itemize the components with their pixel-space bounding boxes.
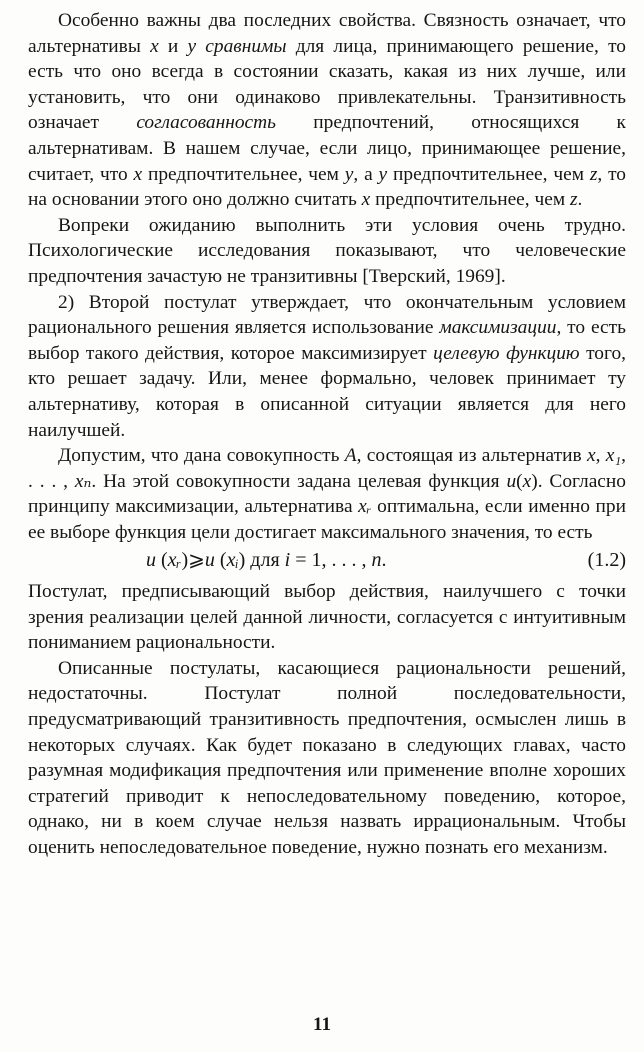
italic-term: x <box>522 470 532 492</box>
italic-term: u <box>204 549 215 572</box>
italic-term: x₁ <box>605 445 622 467</box>
italic-term: i <box>284 549 291 572</box>
paragraph-second-postulate: 2) Второй постулат утверждает, что окончательным условием рационального решения является использование максимизации, то есть выбор такого действия, которое максимизирует целевую функцию того, кто решает задачу. Или, менее формально, человек принимает ту альтернативу, которая в описанной ситуации является для него наилучшей. <box>28 291 626 441</box>
italic-term: согласованность <box>136 112 276 134</box>
italic-term: целевую функцию <box>433 342 580 364</box>
italic-term: xᵢ <box>226 549 239 572</box>
page-number: 11 <box>313 1014 331 1035</box>
paragraph-connectivity-transitivity: Особенно важны два последних свойства. Связность означает, что альтернативы x и y сравнимы для лица, принимающего решение, то есть что оно всегда в состоянии сказать, какая из них лучше, или установить, что они одинаково привлекательны. Транзитивность означает согласованность предпочтений, относящихся к альтернативам. В нашем случае, если лицо, принимающее решение, считает, что x предпочтительнее, чем y, а y предпочтительнее, чем z, то на основании этого оно должно считать x предпочтительнее, чем z. <box>28 10 627 211</box>
formula-1-2 <box>28 548 626 574</box>
italic-term: x <box>133 163 143 185</box>
paragraph-alternatives-set: Допустим, что дана совокупность A, состоящая из альтернатив x, x₁, . . . , xₙ. На этой совокупности задана целевая функция u(x). Согласно принципу максимизации, альтернатива xᵣ оптимальна, если именно при ее выборе функция цели достигает максимального значения, то есть <box>28 445 626 543</box>
italic-term: y сравнимы <box>187 35 287 57</box>
italic-term: x <box>361 189 371 211</box>
italic-term: xᵣ <box>358 496 372 518</box>
body-text <box>28 8 626 861</box>
italic-term: x <box>586 445 596 467</box>
italic-term: xₙ <box>74 470 92 492</box>
italic-term: xᵣ <box>167 549 182 572</box>
italic-term: максимизации <box>439 317 557 339</box>
italic-term: z <box>569 189 578 211</box>
italic-term: A <box>344 445 357 467</box>
paragraph-postulate-rationality: Постулат, предписывающий выбор действия, наилучшего с точки зрения реализации целей данной личности, согласуется с интуитивным пониманием рациональности. <box>28 581 626 654</box>
formula-expression: u (xᵣ)⩾u (xᵢ) для i = 1, . . . , n. <box>146 549 387 572</box>
italic-term: y <box>378 163 388 185</box>
formula-number: (1.2) <box>587 549 626 572</box>
italic-term: x <box>150 35 159 57</box>
paragraph-postulates-insufficient: Описанные постулаты, касающиеся рациональности решений, недостаточны. Постулат полной последовательности, предусматривающий транзитивность предпочтения, осмыслен лишь в некоторых случаях. Как будет показано в следующих главах, часто разумная модификация предпочтения или применение вполне хороших стратегий приводит к непоследовательному поведению, которое, однако, ни в коем случае нельзя назвать иррациональным. Чтобы оценить непоследовательное поведение, нужно познать его механизм. <box>28 657 626 858</box>
italic-term: u <box>506 470 517 492</box>
italic-term: u <box>146 549 156 572</box>
italic-term: y <box>344 163 354 185</box>
paragraph-psychological-research: Вопреки ожиданию выполнить эти условия очень трудно. Психологические исследования показывают, что человеческие предпочтения зачастую не транзитивны [Тверский, 1969]. <box>28 214 626 287</box>
italic-term: n <box>371 549 382 572</box>
italic-term: z <box>589 163 598 185</box>
